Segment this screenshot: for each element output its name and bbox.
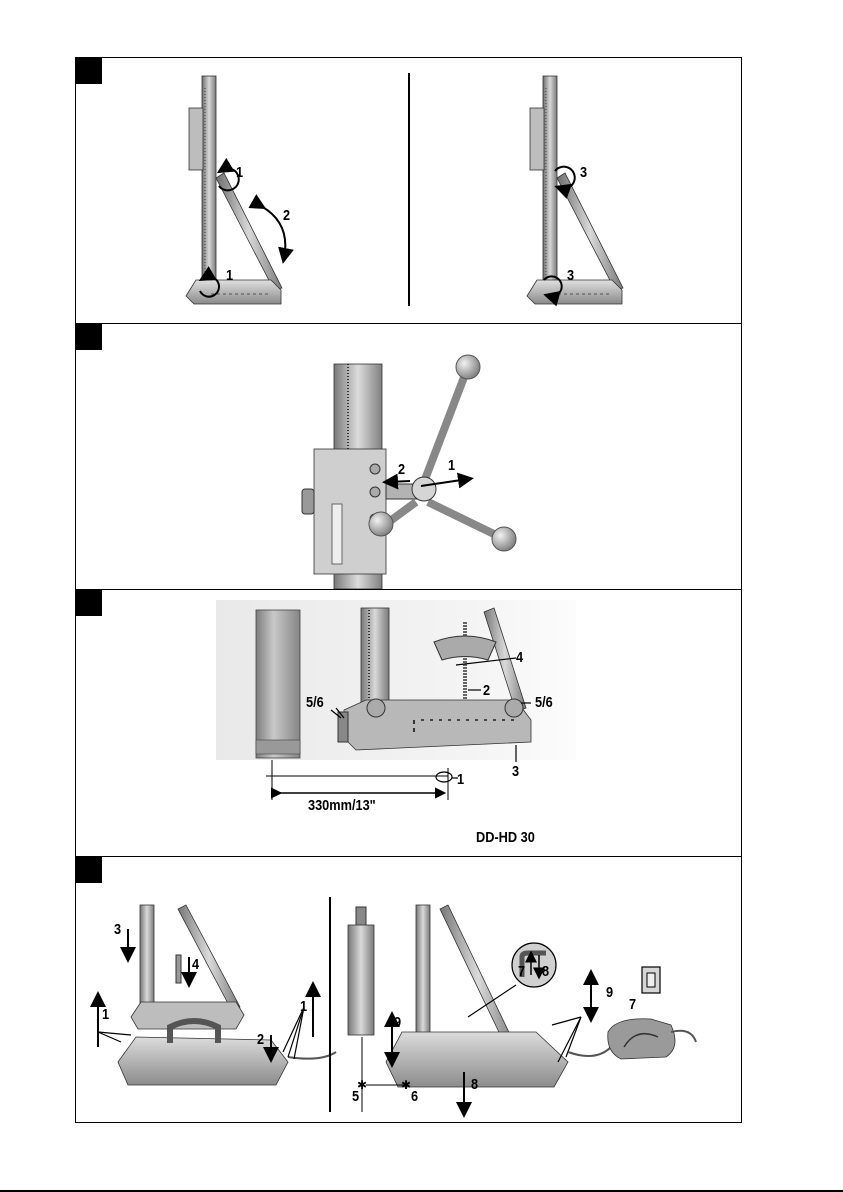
callout-label: 9 (606, 984, 614, 1001)
model-label: DD-HD 30 (476, 829, 535, 846)
figure-panel-4 (75, 856, 742, 1123)
figure-panel-2 (75, 323, 742, 590)
callout-label: 1 (236, 164, 244, 181)
vacuum-base-setup-illustration (76, 857, 742, 1123)
callout-label: 7 (629, 996, 637, 1013)
callout-label: 5 (352, 1088, 360, 1105)
figure-panel-1 (75, 57, 742, 324)
callout-label: 2 (398, 461, 406, 478)
callout-label: 8 (542, 963, 550, 980)
carriage-handwheel-illustration (76, 324, 742, 590)
callout-label: 1 (102, 1006, 110, 1023)
callout-label: 3 (114, 921, 122, 938)
callout-label: 2 (283, 207, 291, 224)
dimension-label: 330mm/13" (308, 797, 376, 814)
callout-center: 1 (457, 771, 465, 788)
svg-text:✱: ✱ (400, 1078, 412, 1092)
callout-label: 6 (411, 1088, 419, 1105)
callout-label: 1 (448, 457, 456, 474)
callout-spindle: 4 (516, 649, 524, 666)
callout-rod: 2 (483, 682, 491, 699)
callout-label: 1 (226, 267, 234, 284)
callout-clamp-left: 5/6 (306, 694, 324, 711)
base-with-core-bit-illustration (76, 590, 742, 857)
callout-label: 4 (192, 956, 200, 973)
callout-base: 3 (512, 763, 520, 780)
figure-panel-3 (75, 589, 742, 857)
callout-label: 1 (300, 998, 308, 1015)
callout-clamp-right: 5/6 (535, 694, 553, 711)
callout-label: 9 (394, 1014, 402, 1031)
stand-left (186, 76, 285, 304)
callout-label: 3 (567, 267, 575, 284)
callout-label: 2 (257, 1031, 265, 1048)
callout-label: 8 (471, 1076, 479, 1093)
callout-label: 3 (580, 164, 588, 181)
drill-stand-side-views (76, 58, 742, 324)
svg-text:✱: ✱ (356, 1078, 368, 1092)
callout-label: 7 (518, 963, 526, 980)
stand-right (527, 76, 623, 304)
